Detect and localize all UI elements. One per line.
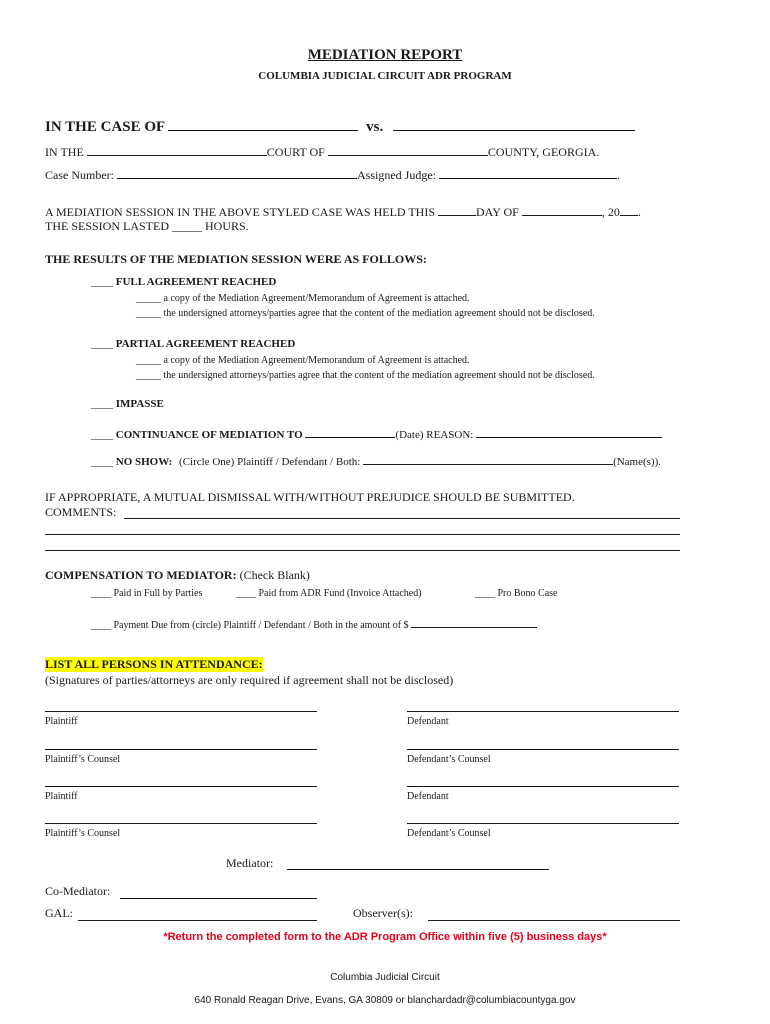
plaintiff-counsel-signature-line-1[interactable] [45, 749, 317, 750]
county-georgia-label: COUNTY, GEORGIA. [487, 145, 600, 159]
partial-agreement-label: PARTIAL AGREEMENT REACHED [115, 338, 296, 350]
payment-due-label: Payment Due from (circle) Plaintiff / Defendant / Both in the amount of $ [113, 620, 409, 631]
page-subtitle: COLUMBIA JUDICIAL CIRCUIT ADR PROGRAM [258, 70, 512, 82]
full-not-disclosed-item [136, 308, 595, 319]
case-number-line [45, 166, 620, 183]
continuance-label: CONTINUANCE OF MEDIATION TO [115, 429, 303, 441]
case-party-field[interactable] [168, 118, 358, 131]
partial-agreement-item [91, 338, 295, 350]
opposing-party-field[interactable] [393, 118, 635, 131]
date-reason-label: (Date) REASON: [395, 429, 474, 441]
session-lasted-line: THE SESSION LASTED _____ HOURS. [45, 219, 249, 233]
plaintiff-label-2: Plaintiff [45, 791, 78, 802]
impasse-checkbox[interactable]: ____ [91, 398, 113, 410]
defendant-counsel-signature-line-2[interactable] [407, 823, 679, 824]
paid-full-label: Paid in Full by Parties [113, 588, 203, 599]
no-show-names-field[interactable] [363, 452, 613, 465]
full-not-disclosed-checkbox[interactable]: _____ [136, 308, 161, 319]
defendant-label-2: Defendant [407, 791, 449, 802]
names-label: (Name(s)). [613, 456, 662, 468]
county-field[interactable] [328, 143, 488, 156]
comments-label: COMMENTS: [45, 505, 117, 519]
full-agreement-checkbox[interactable]: ____ [91, 276, 113, 288]
payment-amount-field[interactable] [411, 615, 537, 628]
dismissal-text: IF APPROPRIATE, A MUTUAL DISMISSAL WITH/WITHOUT PREJUDICE SHOULD BE SUBMITTED. [45, 490, 575, 504]
attendance-note: (Signatures of parties/attorneys are only required if agreement shall not be disclosed) [45, 673, 454, 687]
defendant-signature-line-2[interactable] [407, 786, 679, 787]
gal-signature-line[interactable] [78, 920, 317, 921]
payment-due-item [91, 615, 537, 631]
impasse-item [91, 398, 164, 410]
impasse-label: IMPASSE [115, 398, 164, 410]
paid-full-item [91, 588, 202, 599]
full-agreement-item [91, 276, 276, 288]
case-line [45, 118, 635, 136]
circle-one-label: (Circle One) Plaintiff / Defendant / Both: [179, 456, 361, 468]
observers-label: Observer(s): [353, 906, 413, 920]
period: . [616, 168, 620, 182]
paid-adr-checkbox[interactable]: ____ [236, 588, 256, 599]
footer-address: 640 Ronald Reagan Drive, Evans, GA 30809 or blanchardadr@columbiacountyga.gov [194, 995, 576, 1006]
partial-not-disclosed-item [136, 370, 595, 381]
partial-copy-attached-item [136, 355, 470, 366]
partial-copy-attached-checkbox[interactable]: _____ [136, 355, 161, 366]
full-copy-attached-checkbox[interactable]: _____ [136, 293, 161, 304]
day-of-label: DAY OF [476, 205, 519, 219]
mediator-signature-line[interactable] [287, 869, 549, 870]
continuance-reason-field[interactable] [476, 425, 662, 438]
return-notice: *Return the completed form to the ADR Program Office within five (5) business days* [163, 931, 607, 943]
court-of-label: COURT OF [266, 145, 325, 159]
period: . [637, 205, 641, 219]
paid-adr-label: Paid from ADR Fund (Invoice Attached) [258, 588, 422, 599]
defendant-counsel-signature-line-1[interactable] [407, 749, 679, 750]
session-month-field[interactable] [522, 203, 602, 216]
pro-bono-item [475, 588, 558, 599]
year-prefix: , 20 [601, 205, 620, 219]
results-heading: THE RESULTS OF THE MEDIATION SESSION WERE AS FOLLOWS: [45, 252, 427, 266]
copy-attached-label: a copy of the Mediation Agreement/Memorandum of Agreement is attached. [163, 293, 470, 304]
session-held-label: A MEDIATION SESSION IN THE ABOVE STYLED CASE WAS HELD THIS [45, 205, 436, 219]
not-disclosed-label: the undersigned attorneys/parties agree that the content of the mediation agreement should not be disclosed. [163, 370, 595, 381]
continuance-checkbox[interactable]: ____ [91, 429, 113, 441]
in-the-label: IN THE [45, 145, 84, 159]
continuance-date-field[interactable] [305, 425, 395, 438]
attendance-heading: LIST ALL PERSONS IN ATTENDANCE: [45, 657, 263, 671]
session-day-field[interactable] [438, 203, 476, 216]
full-agreement-label: FULL AGREEMENT REACHED [115, 276, 277, 288]
no-show-item [91, 452, 661, 468]
page-title: MEDIATION REPORT [307, 47, 463, 63]
comments-line-2[interactable] [45, 534, 680, 535]
co-mediator-signature-line[interactable] [120, 898, 317, 899]
partial-agreement-checkbox[interactable]: ____ [91, 338, 113, 350]
defendant-signature-line-1[interactable] [407, 711, 679, 712]
partial-not-disclosed-checkbox[interactable]: _____ [136, 370, 161, 381]
not-disclosed-label: the undersigned attorneys/parties agree that the content of the mediation agreement should not be disclosed. [163, 308, 595, 319]
assigned-judge-field[interactable] [439, 166, 617, 179]
comments-line-3[interactable] [45, 550, 680, 551]
in-the-case-of-label: IN THE CASE OF [45, 119, 165, 135]
session-year-field[interactable] [620, 203, 638, 216]
plaintiff-label-1: Plaintiff [45, 716, 78, 727]
co-mediator-label: Co-Mediator: [45, 884, 111, 898]
court-type-field[interactable] [87, 143, 267, 156]
defendant-counsel-label-1: Defendant’s Counsel [407, 754, 491, 765]
assigned-judge-label: Assigned Judge: [356, 168, 436, 182]
copy-attached-label: a copy of the Mediation Agreement/Memorandum of Agreement is attached. [163, 355, 470, 366]
pro-bono-checkbox[interactable]: ____ [475, 588, 495, 599]
case-number-field[interactable] [117, 166, 357, 179]
vs-label: vs. [366, 119, 384, 135]
pro-bono-label: Pro Bono Case [497, 588, 558, 599]
case-number-label: Case Number: [45, 168, 114, 182]
no-show-label: NO SHOW: [115, 456, 173, 468]
defendant-counsel-label-2: Defendant’s Counsel [407, 828, 491, 839]
plaintiff-counsel-signature-line-2[interactable] [45, 823, 317, 824]
continuance-item [91, 425, 662, 441]
plaintiff-signature-line-1[interactable] [45, 711, 317, 712]
plaintiff-signature-line-2[interactable] [45, 786, 317, 787]
session-held-line [45, 203, 641, 220]
check-blank-label: (Check Blank) [239, 568, 310, 582]
comments-line-1[interactable] [124, 518, 680, 519]
paid-full-checkbox[interactable]: ____ [91, 588, 111, 599]
no-show-checkbox[interactable]: ____ [91, 456, 113, 468]
plaintiff-counsel-label-1: Plaintiff’s Counsel [45, 754, 121, 765]
compensation-heading: COMPENSATION TO MEDIATOR: [45, 568, 237, 582]
paid-adr-item [236, 588, 422, 599]
defendant-label-1: Defendant [407, 716, 449, 727]
gal-label: GAL: [45, 906, 73, 920]
observers-signature-line[interactable] [428, 920, 680, 921]
footer-circuit: Columbia Judicial Circuit [330, 972, 440, 983]
plaintiff-counsel-label-2: Plaintiff’s Counsel [45, 828, 121, 839]
compensation-line [45, 568, 310, 583]
payment-due-checkbox[interactable]: ____ [91, 620, 111, 631]
full-copy-attached-item [136, 293, 470, 304]
mediator-label: Mediator: [226, 856, 274, 870]
court-line [45, 143, 599, 160]
